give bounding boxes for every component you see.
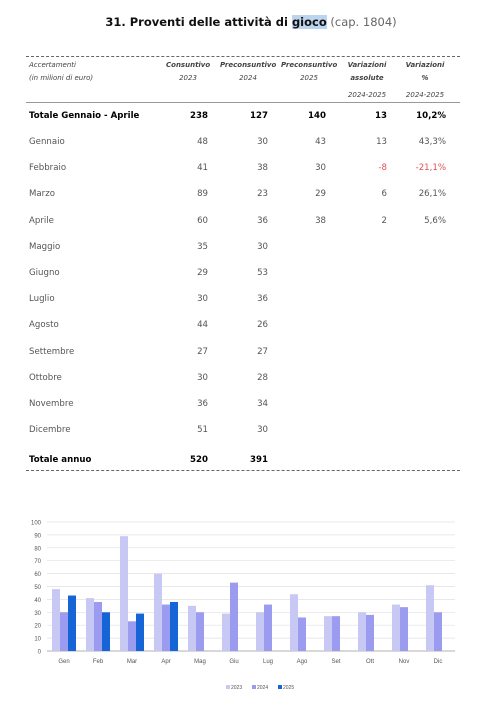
total-gen-apr-pct: 10,2% — [416, 111, 446, 121]
x-tick-label: Nov — [398, 659, 410, 665]
row-2024: 30 — [257, 242, 268, 252]
y-tick-label: 40 — [34, 597, 41, 604]
total-gen-apr-2024: 127 — [250, 111, 268, 121]
total-gen-apr-2025: 140 — [308, 111, 326, 121]
y-tick-label: 90 — [34, 533, 41, 540]
row-2023: 48 — [197, 137, 208, 147]
row-2025: 29 — [315, 189, 326, 199]
y-tick-label: 70 — [34, 559, 41, 566]
bar — [290, 594, 298, 651]
row-label: Luglio — [29, 294, 55, 304]
header-variazioni-assolute: Variazioni — [347, 61, 387, 69]
top-rule — [26, 56, 460, 57]
x-tick-label: Ott — [365, 659, 375, 665]
y-tick-label: 0 — [37, 649, 41, 656]
bar — [426, 585, 434, 651]
header-variazioni-percent: Variazioni — [405, 61, 445, 69]
header-consuntivo-year: 2023 — [179, 74, 197, 82]
x-tick-label: Lug — [262, 659, 274, 665]
x-tick-label: Mar — [126, 659, 138, 665]
row-label: Ottobre — [29, 373, 62, 383]
row-abs: -8 — [378, 163, 387, 173]
title-suffix: (cap. 1804) — [326, 15, 397, 29]
row-2024: 36 — [257, 294, 268, 304]
bar — [196, 612, 204, 651]
row-label: Maggio — [29, 242, 61, 252]
bar — [52, 589, 60, 651]
x-tick-label: Set — [331, 659, 341, 665]
header-consuntivo: Consuntivo — [166, 61, 211, 69]
header-preconsuntivo-2024-year: 2024 — [239, 74, 257, 82]
bar — [128, 621, 136, 651]
bar — [188, 606, 196, 651]
bar — [162, 605, 170, 651]
row-2023: 30 — [197, 373, 208, 383]
header-preconsuntivo-2025-year: 2025 — [300, 74, 318, 82]
total-gen-apr-abs: 13 — [375, 111, 387, 121]
row-2024: 26 — [257, 320, 268, 330]
row-2023: 27 — [197, 347, 208, 357]
bar — [434, 612, 442, 651]
bar — [264, 605, 272, 651]
bar — [136, 614, 144, 651]
y-tick-label: 100 — [30, 520, 41, 527]
bar — [94, 602, 102, 651]
bar — [154, 574, 162, 651]
row-pct: -21,1% — [415, 163, 446, 173]
y-tick-label: 80 — [34, 546, 41, 553]
legend-swatch — [278, 685, 282, 689]
bar — [120, 536, 128, 651]
total-gen-apr-label: Totale Gennaio - Aprile — [29, 111, 140, 121]
row-2024: 53 — [257, 268, 268, 278]
total-annuo-2023: 520 — [190, 455, 208, 465]
row-2023: 41 — [197, 163, 208, 173]
row-2024: 23 — [257, 189, 268, 199]
bar-chart — [0, 510, 502, 703]
x-tick-label: Gen — [58, 659, 70, 665]
y-tick-label: 10 — [34, 636, 41, 643]
row-2024: 36 — [257, 216, 268, 226]
x-tick-label: Feb — [92, 659, 104, 665]
row-2023: 44 — [197, 320, 208, 330]
x-tick-label: Apr — [161, 659, 171, 665]
legend-swatch — [252, 685, 256, 689]
row-label: Novembre — [29, 399, 74, 409]
bar — [68, 596, 76, 651]
row-2024: 30 — [257, 425, 268, 435]
row-2025: 30 — [315, 163, 326, 173]
bar — [256, 612, 264, 651]
row-label: Febbraio — [29, 163, 67, 173]
bottom-rule — [26, 470, 460, 471]
row-label: Aprile — [29, 216, 54, 226]
total-annuo-2024: 391 — [250, 455, 268, 465]
legend-label: 2023 — [231, 685, 243, 691]
header-unit: (in milioni di euro) — [29, 74, 94, 82]
row-2024: 30 — [257, 137, 268, 147]
bar — [366, 615, 374, 651]
header-assolute: assolute — [350, 74, 384, 82]
row-2025: 43 — [315, 137, 326, 147]
x-tick-label: Ago — [296, 659, 308, 665]
row-pct: 43,3% — [418, 137, 446, 147]
title-main: 31. Proventi delle attività di — [105, 15, 292, 29]
bar — [102, 612, 110, 651]
total-gen-apr-2023: 238 — [190, 111, 208, 121]
bar — [392, 605, 400, 651]
row-label: Agosto — [29, 320, 59, 330]
row-2023: 51 — [197, 425, 208, 435]
header-assolute-period: 2024-2025 — [347, 91, 387, 99]
y-tick-label: 50 — [34, 585, 41, 591]
row-2024: 27 — [257, 347, 268, 357]
row-2023: 89 — [197, 189, 208, 199]
bar — [222, 614, 230, 651]
row-2023: 29 — [197, 268, 208, 278]
y-tick-label: 60 — [34, 572, 41, 579]
row-2024: 28 — [257, 373, 268, 383]
row-pct: 26,1% — [418, 189, 446, 199]
header-accertamenti: Accertamenti — [29, 61, 76, 69]
x-tick-label: Dic — [433, 659, 443, 665]
page-title — [0, 15, 502, 29]
bar — [358, 612, 366, 651]
row-2023: 36 — [197, 399, 208, 409]
row-label: Settembre — [29, 347, 75, 357]
y-tick-label: 30 — [34, 610, 41, 617]
title-highlight: gioco — [291, 15, 327, 29]
header-rule — [26, 102, 460, 103]
row-abs: 6 — [381, 189, 387, 199]
row-abs: 13 — [376, 137, 387, 147]
bar — [298, 617, 306, 651]
bar — [170, 602, 178, 651]
bar — [400, 607, 408, 651]
row-2025: 38 — [315, 216, 326, 226]
bar — [332, 616, 340, 651]
row-label: Gennaio — [29, 137, 65, 147]
row-2024: 34 — [257, 399, 268, 409]
bar — [86, 598, 94, 651]
row-2024: 38 — [257, 163, 268, 173]
header-preconsuntivo-2024: Preconsuntivo — [220, 61, 277, 69]
row-2023: 35 — [197, 242, 208, 252]
row-2023: 30 — [197, 294, 208, 304]
legend-swatch — [226, 685, 230, 689]
row-2023: 60 — [197, 216, 208, 226]
bar — [60, 612, 68, 651]
row-label: Marzo — [29, 189, 55, 199]
y-tick-label: 20 — [34, 623, 41, 630]
row-label: Dicembre — [29, 425, 71, 435]
bar — [324, 616, 332, 651]
header-percent-period: 2024-2025 — [405, 91, 445, 99]
legend-label: 2024 — [257, 685, 269, 691]
row-label: Giugno — [29, 268, 60, 278]
x-tick-label: Giu — [229, 659, 239, 665]
bar — [230, 583, 238, 651]
x-tick-label: Mag — [194, 659, 206, 665]
row-pct: 5,6% — [424, 216, 446, 226]
header-percent: % — [421, 74, 429, 82]
header-preconsuntivo-2025: Preconsuntivo — [281, 61, 338, 69]
legend-label: 2025 — [283, 685, 295, 691]
row-abs: 2 — [381, 216, 387, 226]
total-annuo-label: Totale annuo — [29, 455, 92, 465]
